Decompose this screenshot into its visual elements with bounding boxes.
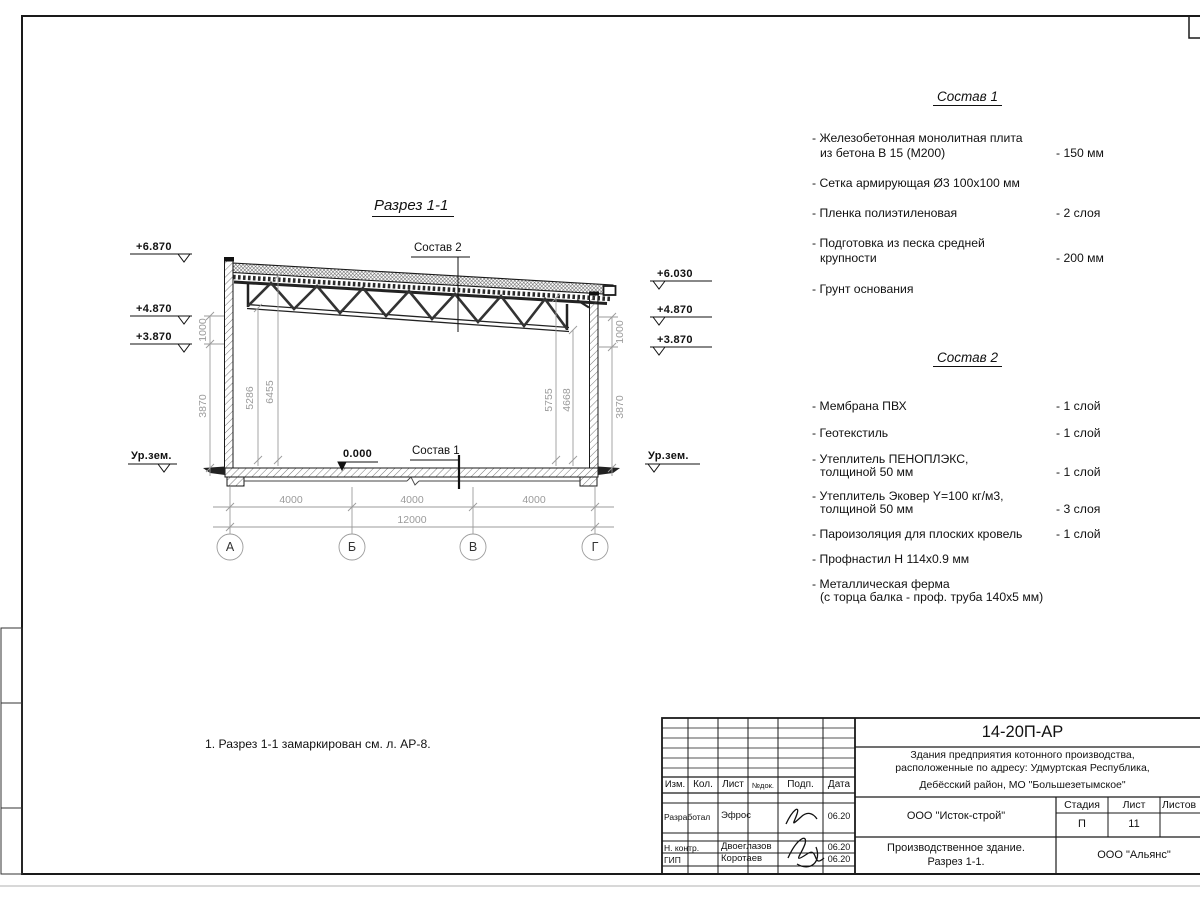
sheet-value: 11 xyxy=(1128,818,1140,830)
sostav1-title xyxy=(880,89,1055,104)
sostav1-item5-line1: - Грунт основания xyxy=(812,282,914,296)
break-symbol xyxy=(407,477,419,485)
dim-left-1000: 1000 xyxy=(197,318,209,342)
row3-date: 06.20 xyxy=(827,854,851,864)
row2-name: Двоеглазов xyxy=(721,841,772,852)
object-name-line1: Производственное здание. xyxy=(887,842,1025,854)
col-ndoc: №док. xyxy=(752,781,774,790)
dim-right-3870: 3870 xyxy=(614,395,626,419)
axis-label-b: Б xyxy=(347,540,357,554)
dim-span-2: 4000 xyxy=(400,494,424,506)
dim-span-3: 4000 xyxy=(522,494,546,506)
sostav1-item1-line2: из бетона В 15 (М200) xyxy=(820,146,946,160)
row1-date: 06.20 xyxy=(827,811,851,821)
row3-name: Коротаев xyxy=(721,853,763,864)
dim-int-5286: 5286 xyxy=(244,386,256,410)
sheets-label: Листов xyxy=(1162,799,1197,811)
roof-end-cap xyxy=(604,286,616,295)
axis-label-v: В xyxy=(468,540,478,554)
dim-int-6455: 6455 xyxy=(264,380,276,404)
row3-role: ГИП xyxy=(664,855,681,865)
sostav2-item3-line1: - Утеплитель ПЕНОПЛЭКС, xyxy=(812,452,969,466)
elevation-left-6870: +6.870 xyxy=(136,241,172,253)
ground-level-right: Ур.зем. xyxy=(648,450,689,462)
sostav2-item5-value: - 1 слой xyxy=(1056,527,1101,541)
top-right-filing-box xyxy=(1189,16,1200,38)
wall-right xyxy=(590,293,599,468)
sostav2-item3-value: - 1 слой xyxy=(1056,465,1101,479)
sostav2-item5-line1: - Пароизоляция для плоских кровель xyxy=(812,527,1023,541)
sostav2-item4-line1: - Утеплитель Эковер Y=100 кг/м3, xyxy=(812,489,1004,503)
sostav1-item3-value: - 2 слоя xyxy=(1056,206,1101,220)
drawing-note: 1. Разрез 1-1 замаркирован см. л. АР-8. xyxy=(205,737,431,751)
col-podp: Подп. xyxy=(787,779,814,790)
section-title-text: Разрез 1-1 xyxy=(372,197,454,217)
wall-left xyxy=(225,258,234,468)
row2-role: Н. контр. xyxy=(664,843,700,853)
project-name-line1: Здания предприятия котонного производства, xyxy=(910,749,1135,761)
sostav1-title-text: Состав 1 xyxy=(933,89,1002,106)
sostav2-item3-line2: толщиной 50 мм xyxy=(820,465,914,479)
sostav1-item4-line2: крупности xyxy=(820,251,877,265)
sheet-label: Лист xyxy=(1122,799,1146,811)
sostav2-item4-value: - 3 слоя xyxy=(1056,502,1101,516)
dim-right-1000: 1000 xyxy=(614,320,626,344)
zero-level-label: 0.000 xyxy=(343,448,373,460)
sostav2-item7-line2: (с торца балка - проф. труба 140х5 мм) xyxy=(820,590,1044,604)
elevation-right-3870: +3.870 xyxy=(657,334,693,346)
sostav1-item4-value: - 200 мм xyxy=(1056,251,1104,265)
row1-role: Разработал xyxy=(664,812,711,822)
project-name-line2: расположенные по адресу: Удмуртская Республика, xyxy=(895,762,1150,774)
ground-level-left: Ур.зем. xyxy=(131,450,172,462)
sostav1-item1-value: - 150 мм xyxy=(1056,146,1104,160)
sostav1-item1-line1: - Железобетонная монолитная плита xyxy=(812,131,1023,145)
col-list: Лист xyxy=(722,779,744,790)
sostav2-title-text: Состав 2 xyxy=(933,350,1002,367)
org-center: ООО "Исток-строй" xyxy=(906,810,1006,822)
sostav2-item1-value: - 1 слой xyxy=(1056,399,1101,413)
row1-name: Эфрос xyxy=(721,810,751,821)
elevation-right-6030: +6.030 xyxy=(657,268,693,280)
dim-int-4668: 4668 xyxy=(561,388,573,412)
dim-span-1: 4000 xyxy=(279,494,303,506)
floor-ledge-left xyxy=(203,467,225,476)
elevation-left-4870: +4.870 xyxy=(136,303,172,315)
dim-int-5755: 5755 xyxy=(543,388,555,412)
sostav2-item4-line2: толщиной 50 мм xyxy=(820,502,914,516)
sostav2-title xyxy=(880,350,1055,365)
sostav2-item2-line1: - Геотекстиль xyxy=(812,426,889,440)
col-kol: Кол. xyxy=(693,779,713,790)
doc-number: 14-20П-АР xyxy=(981,723,1064,741)
elevation-left-3870: +3.870 xyxy=(136,331,172,343)
object-name-line2: Разрез 1-1. xyxy=(927,856,985,868)
dim-total: 12000 xyxy=(397,514,427,526)
sostav2-item7-line1: - Металлическая ферма xyxy=(812,577,950,591)
col-data: Дата xyxy=(827,779,851,790)
truss-diagonals xyxy=(248,283,567,329)
stage-label: Стадия xyxy=(1064,799,1100,811)
axis-label-a: А xyxy=(225,540,235,554)
sostav2-item2-value: - 1 слой xyxy=(1056,426,1101,440)
signatures xyxy=(786,809,824,867)
floor-slab xyxy=(225,468,598,477)
row2-date: 06.20 xyxy=(827,842,851,852)
section-title xyxy=(372,197,454,214)
signature-razrabotal xyxy=(786,809,817,824)
axis-label-g: Г xyxy=(591,540,599,554)
callout-sostav-1: Состав 1 xyxy=(412,445,460,457)
foundation-left xyxy=(227,477,244,486)
elevation-right-4870: +4.870 xyxy=(657,304,693,316)
wall-right-cap xyxy=(589,292,599,296)
stage-value: П xyxy=(1078,818,1086,830)
org-right: ООО "Альянс" xyxy=(1097,849,1171,861)
col-izm: Изм. xyxy=(664,779,686,790)
left-margin-boxes xyxy=(1,628,22,874)
dim-left-3870: 3870 xyxy=(197,394,209,418)
wall-left-cap xyxy=(224,257,234,262)
project-name-line3: Дебёсский район, МО "Большезетымское" xyxy=(919,779,1126,791)
foundation-right xyxy=(580,477,597,486)
sostav1-item4-line1: - Подготовка из песка средней xyxy=(812,236,985,250)
sostav2-item1-line1: - Мембрана ПВХ xyxy=(812,399,907,413)
sostav2-item6-line1: - Профнастил Н 114х0.9 мм xyxy=(812,552,970,566)
sostav1-item2-line1: - Сетка армирующая Ø3 100х100 мм xyxy=(812,176,1020,190)
callout-sostav-2: Состав 2 xyxy=(414,242,462,254)
sostav1-item3-line1: - Пленка полиэтиленовая xyxy=(812,206,958,220)
